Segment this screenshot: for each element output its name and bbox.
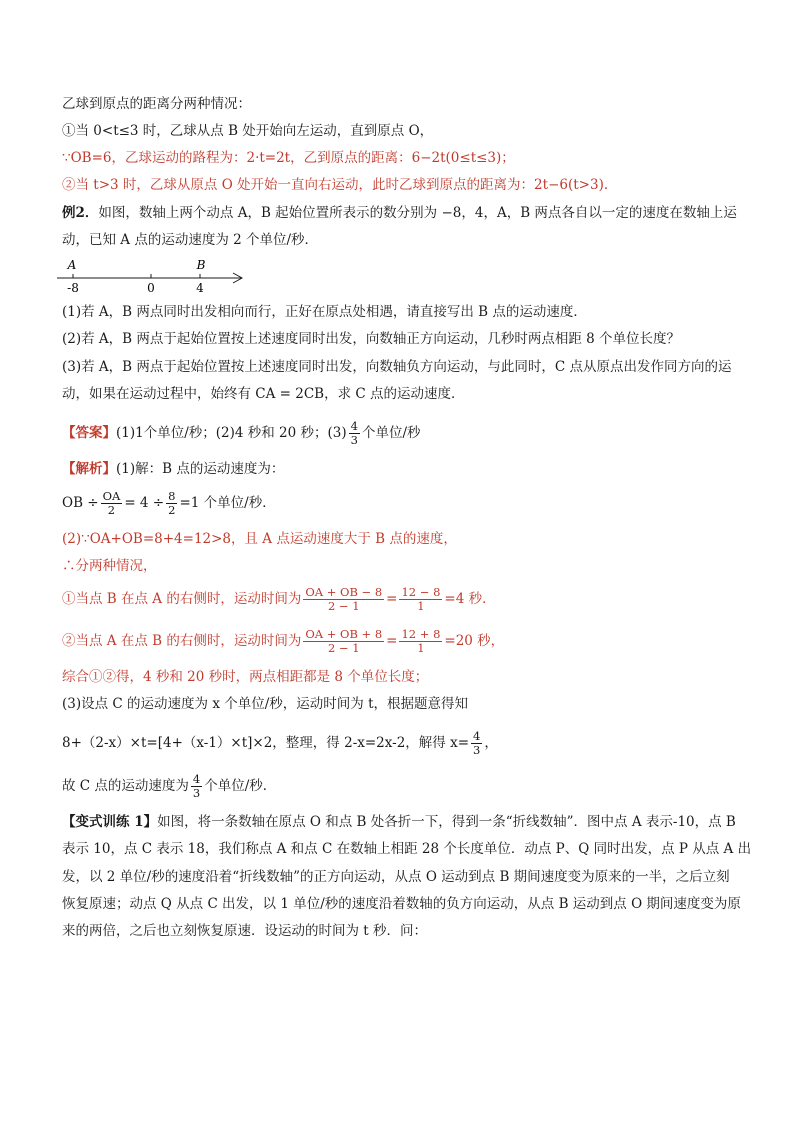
conclusion-line: 故 C 点的运动速度为 $\frac{4}{3}$ 个单位/秒． (62, 772, 277, 800)
answer-line (62, 420, 421, 447)
text-line: ∴分两种情况， (62, 558, 157, 574)
text-line: (3)设点 C 的运动速度为 x 个单位/秒，运动时间为 t，根据题意得知 (62, 696, 468, 712)
answer-text: (1)1个单位/秒；(2)4 秒和 20 秒；(3) (116, 425, 347, 441)
equation-line: OB ÷ $\frac{OA}{2}$ = 4 ÷ $\frac{8}{2}$ =1 个单位/秒． (62, 489, 276, 517)
analysis-text: (1)解：B 点的运动速度为： (116, 461, 285, 477)
case-2-line: ②当点 A 在点 B 的右侧时，运动时间为 $\frac{OA + OB + 8}{2 - 1}$ = $\frac{12 + 8}{1}$ =20 秒， (62, 627, 505, 655)
text-line: ①当 0<t≤3 时，乙球从点 B 处开始向左运动，直到原点 O， (62, 123, 434, 139)
analysis-label: 【解析】 (62, 461, 116, 477)
question-2: (2)若 A，B 两点于起始位置按上述速度同时出发，向数轴正方向运动，几秒时两点相距 8 个单位长度？ (62, 331, 681, 347)
tick-label: -8 (67, 281, 79, 295)
question-3: (3)若 A，B 两点于起始位置按上述速度同时出发，向数轴负方向运动，与此同时，C 点从原点出发作同方向的运 (62, 359, 732, 375)
fraction: $\frac{12 - 8}{1}$ (401, 585, 441, 613)
answer-text: 个单位/秒 (361, 425, 421, 441)
equation-line: 8+（2-x）×t=[4+（x-1）×t]×2，整理，得 2-x=2x-2，解得 x= $\frac{4}{3}$ ， (62, 729, 498, 757)
variant-heading-line (62, 813, 736, 831)
fraction: $\frac{4}{3}$ (473, 729, 481, 757)
fraction: $\frac{OA + OB + 8}{2 - 1}$ (305, 627, 383, 655)
text-line: 如图，数轴上两个动点 A，B 起始位置所表示的数分别为 −8，4，A，B 两点各自以一定的速度在数轴上运 (98, 205, 737, 221)
text-line: (2)∵OA+OB=8+4=12>8，且 A 点运动速度大于 B 点的速度， (62, 531, 457, 547)
number-line-figure (55, 255, 255, 297)
answer-label: 【答案】 (62, 425, 116, 441)
text-line: 动，已知 A 点的运动速度为 2 个单位/秒． (62, 232, 319, 248)
analysis-line (62, 460, 284, 478)
fraction: $\frac{4}{3}$ (350, 419, 358, 447)
text-line: 乙球到原点的距离分两种情况： (62, 96, 251, 112)
case-1-line: ①当点 B 在点 A 的右侧时，运动时间为 $\frac{OA + OB - 8}{2 - 1}$ = $\frac{12 - 8}{1}$ =4 秒． (62, 585, 496, 613)
fraction: $\frac{12 + 8}{1}$ (401, 627, 441, 655)
question-3-cont: 动，如果在运动过程中，始终有 CA = 2CB，求 C 点的运动速度． (62, 386, 465, 402)
fraction: $\frac{OA}{2}$ (102, 489, 121, 517)
question-1: (1)若 A，B 两点同时出发相向而行，正好在原点处相遇，请直接写出 B 点的运动速度． (62, 304, 587, 320)
text-line: ∵OB=6，乙球运动的路程为：2·t=2t，乙到原点的距离：6−2t(0≤t≤3)； (62, 150, 515, 166)
text-line: ②当 t>3 时，乙球从原点 O 处开始一直向右运动，此时乙球到原点的距离为：2t−6(t>3)． (62, 177, 618, 193)
tick-label: 0 (147, 281, 155, 295)
example-heading-line (62, 204, 737, 222)
tick-label: 4 (196, 281, 204, 295)
point-b-label: B (196, 258, 206, 272)
example-label: 例2． (62, 205, 99, 221)
fraction: $\frac{4}{3}$ (192, 772, 201, 800)
text-line: 来的两倍，之后也立刻恢复原速．设运动的时间为 t 秒．问： (62, 923, 428, 939)
text-line: 发，以 2 单位/秒的速度沿着“折线数轴”的正方向运动，从点 O 运动到点 B 期间速度变为原来的一半，之后立刻 (62, 869, 730, 885)
text-line: 恢复原速；动点 Q 从点 C 出发，以 1 单位/秒的速度沿着数轴的负方向运动，从点 B 运动到点 O 期间速度变为原 (62, 896, 741, 912)
text-line: 如图，将一条数轴在原点 O 和点 B 处各折一下，得到一条“折线数轴”．图中点 A 表示-10，点 B (157, 814, 736, 830)
point-a-label: A (67, 258, 77, 272)
fraction: $\frac{OA + OB - 8}{2 - 1}$ (305, 585, 383, 613)
fraction: $\frac{8}{2}$ (168, 489, 176, 517)
variant-label: 【变式训练 1】 (62, 814, 158, 830)
text-line: 综合①②得，4 秒和 20 秒时，两点相距都是 8 个单位长度； (62, 669, 429, 685)
text-line: 表示 10，点 C 表示 18，我们称点 A 和点 C 在数轴上相距 28 个长度单位．动点 P、Q 同时出发，点 P 从点 A 出 (62, 841, 752, 857)
